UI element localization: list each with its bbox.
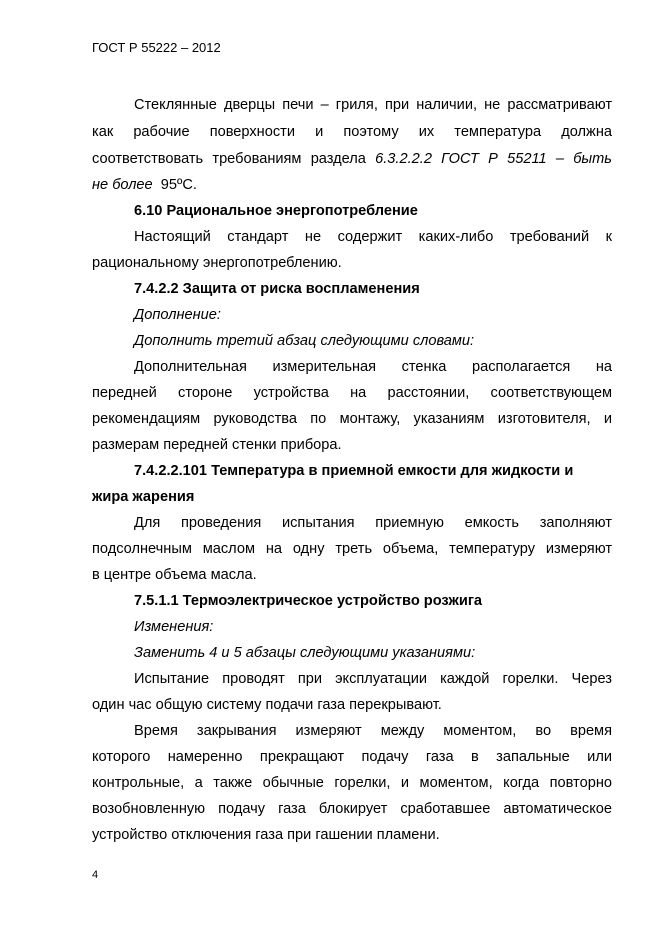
text-line: подсолнечным маслом на одну треть объема, температуру измеряют xyxy=(92,541,612,557)
text-line: устройство отключения газа при гашении пламени. xyxy=(92,827,440,843)
temperature-value: 95ºС. xyxy=(152,177,197,193)
text-line: рекомендациям руководства по монтажу, указаниям изготовителя, и xyxy=(92,411,612,427)
section-heading-7-4-2-2: 7.4.2.2 Защита от риска воспламенения xyxy=(134,281,420,297)
text-line: Испытание проводят при эксплуатации каждой горелки. Через xyxy=(134,671,612,687)
amendment-label: Дополнение: xyxy=(134,307,221,323)
page-number: 4 xyxy=(92,869,99,881)
amendment-label: Изменения: xyxy=(134,619,214,635)
amendment-instruction: Дополнить третий абзац следующими словами: xyxy=(134,333,475,349)
standard-reference: не более xyxy=(92,177,153,193)
text-line: 7.4.2.2.101 Температура в приемной емкости для жидкости и xyxy=(134,463,574,479)
text-line: рациональному энергопотреблению. xyxy=(92,255,342,271)
text-line: один час общую систему подачи газа перекрывают. xyxy=(92,697,442,713)
text-line: Дополнительная измерительная стенка располагается на xyxy=(134,359,612,375)
text-line: размерам передней стенки прибора. xyxy=(92,437,342,453)
section-heading-6-10: 6.10 Рациональное энергопотребление xyxy=(134,203,418,219)
text-line: которого намеренно прекращают подачу газа в запальные или xyxy=(92,749,612,765)
text-line xyxy=(92,150,612,168)
section-heading-7-5-1-1: 7.5.1.1 Термоэлектрическое устройство розжига xyxy=(134,593,483,609)
text-line: Для проведения испытания приемную емкость заполняют xyxy=(134,515,612,531)
text-line: Время закрывания измеряют между моментом, во время xyxy=(134,723,612,739)
amendment-instruction: Заменить 4 и 5 абзацы следующими указаниями: xyxy=(134,645,476,661)
text-line: как рабочие поверхности и поэтому их температура должна xyxy=(92,124,612,140)
standard-reference: 6.3.2.2.2 ГОСТ Р 55211 – быть xyxy=(375,151,612,167)
text-line: Настоящий стандарт не содержит каких-либо требований к xyxy=(134,229,612,245)
running-header: ГОСТ Р 55222 – 2012 xyxy=(92,40,221,55)
text-line xyxy=(92,176,612,194)
text-line: Стеклянные дверцы печи – гриля, при наличии, не рассматривают xyxy=(134,97,612,113)
text-run: соответствовать требованиям раздела xyxy=(92,151,376,167)
text-line: передней стороне устройства на расстоянии, соответствующем xyxy=(92,385,612,401)
text-line: жира жарения xyxy=(92,489,195,505)
text-line: в центре объема масла. xyxy=(92,567,257,583)
text-line: контрольные, а также обычные горелки, и моментом, когда повторно xyxy=(92,775,612,791)
text-line: возобновленную подачу газа блокирует сработавшее автоматическое xyxy=(92,801,612,817)
